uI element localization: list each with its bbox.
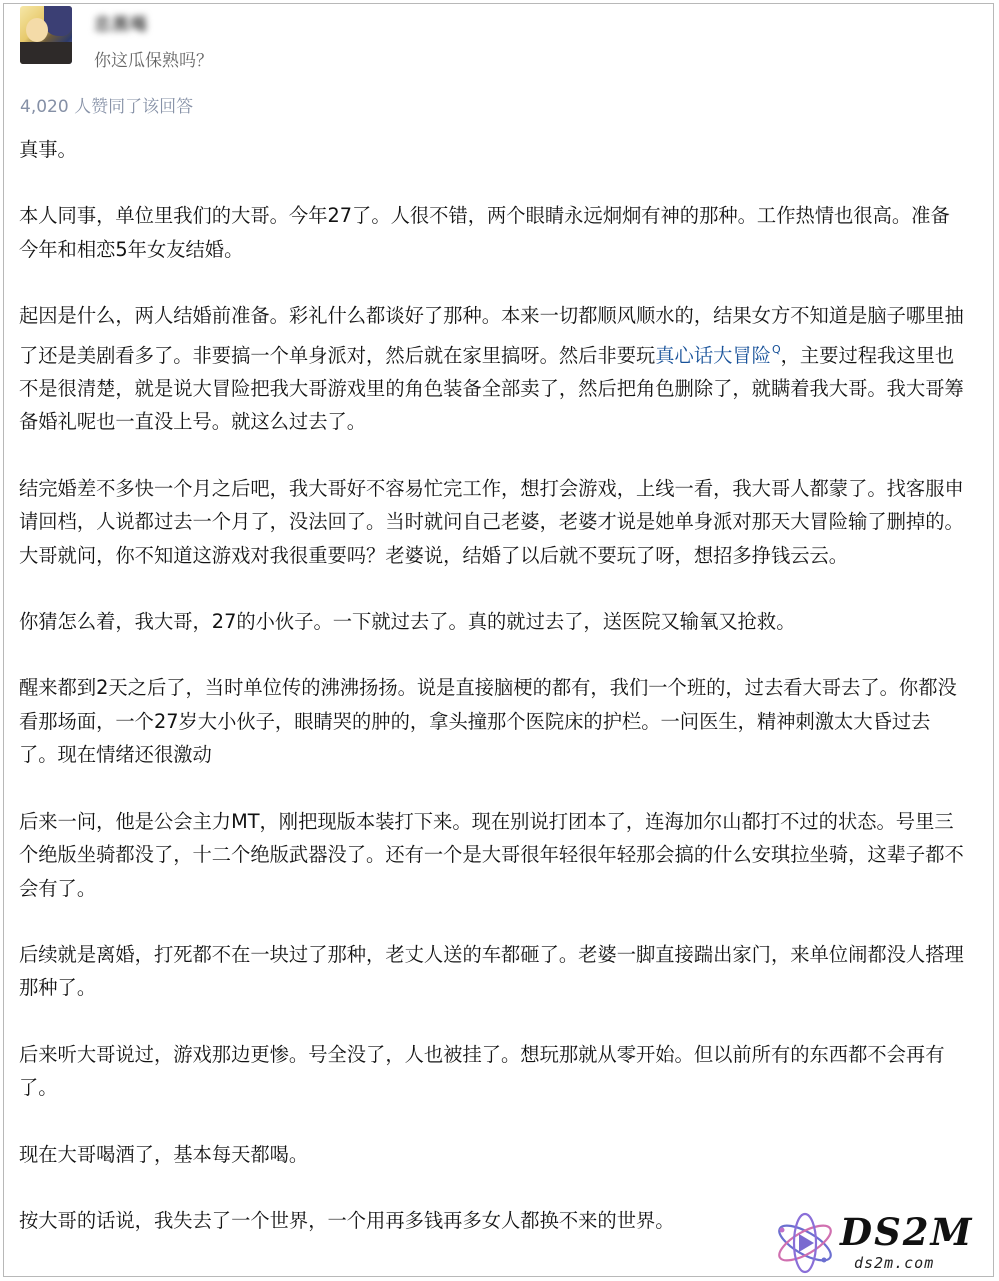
paragraph-5: 你猜怎么着，我大哥，27的小伙子。一下就过去了。真的就过去了，送医院又输氧又抢救。 xyxy=(19,610,796,634)
upvote-count: 4,020 人赞同了该回答 xyxy=(20,97,194,117)
paragraph-3 xyxy=(19,299,969,439)
avatar-hair xyxy=(44,6,72,36)
keyword-link-text[interactable]: 真心话大冒险 xyxy=(655,343,771,367)
author-info xyxy=(20,6,620,70)
author-avatar[interactable] xyxy=(20,6,72,64)
atom-logo-icon xyxy=(772,1210,838,1276)
avatar-body xyxy=(20,42,72,64)
paragraph-1: 真事。 xyxy=(19,138,77,161)
watermark-title: DS2M xyxy=(840,1210,974,1254)
paragraph-10: 现在大哥喝酒了，基本每天都喝。 xyxy=(19,1142,309,1166)
paragraph-7: 后来一问，他是公会主力MT，刚把现版本装打下来。现在别说打团本了，连海加尔山都打不过的状态。号里三个绝版坐骑都没了，十二个绝版武器没了。还有一个是大哥很年轻很年轻那会搞的什么安琪拉坐骑，这辈子都不会有了。 xyxy=(19,809,964,900)
paragraph-9: 后来听大哥说过，游戏那边更惨。号全没了，人也被挂了。想玩那就从零开始。但以前所有的东西都不会再有了。 xyxy=(19,1042,945,1100)
answer-content xyxy=(19,133,969,1270)
paragraph-4: 结完婚差不多快一个月之后吧，我大哥好不容易忙完工作，想打会游戏，上线一看，我大哥人都蒙了。找客服申请回档，人说都过去一个月了，没法回了。当时就问自己老婆，老婆才说是她单身派对那天大冒险输了删掉的。大哥就问，你不知道这游戏对我很重要吗？老婆说，结婚了以后就不要玩了呀，想招多挣钱云云。 xyxy=(19,476,964,567)
keyword-link[interactable] xyxy=(655,344,780,367)
author-headline: 你这瓜保熟吗？ xyxy=(94,51,213,71)
paragraph-3-text-b: ，主要过程我这里也不是很清楚，就是说大冒险把我大哥游戏里的角色装备全部卖了，然后把角色删除了，就瞒着我大哥。我大哥筹备婚礼呢也一直没上号。就这么过去了。 xyxy=(19,343,964,434)
avatar-face xyxy=(26,18,48,42)
search-icon[interactable]: Q xyxy=(771,342,781,356)
paragraph-6: 醒来都到2天之后了，当时单位传的沸沸扬扬。说是直接脑梗的都有，我们一个班的，过去看大哥去了。你都没看那场面，一个27岁大小伙子，眼睛哭的肿的，拿头撞那个医院床的护栏。一问医生，精神刺激太大昏过去了。现在情绪还很激动 xyxy=(19,676,957,767)
paragraph-8: 后续就是离婚，打死都不在一块过了那种，老丈人送的车都砸了。老婆一脚直接踹出家门，来单位闹都没人搭理那种了。 xyxy=(19,942,964,1000)
paragraph-11: 按大哥的话说，我失去了一个世界，一个用再多钱再多女人都换不来的世界。 xyxy=(19,1208,675,1232)
author-name[interactable]: 忠黑喝 xyxy=(94,15,148,35)
watermark xyxy=(772,1208,994,1280)
paragraph-3-text-a: 起因是什么，两人结婚前准备。彩礼什么都谈好了那种。本来一切都顺风顺水的，结果女方不知道是脑子哪里抽了还是美剧看多了。非要搞一个单身派对，然后就在家里搞呀。然后非要玩 xyxy=(19,304,964,367)
paragraph-2: 本人同事，单位里我们的大哥。今年27了。人很不错，两个眼睛永远炯炯有神的那种。工作热情也很高。准备今年和相恋5年女友结婚。 xyxy=(19,204,950,261)
watermark-subtitle: ds2m.com xyxy=(854,1254,935,1272)
